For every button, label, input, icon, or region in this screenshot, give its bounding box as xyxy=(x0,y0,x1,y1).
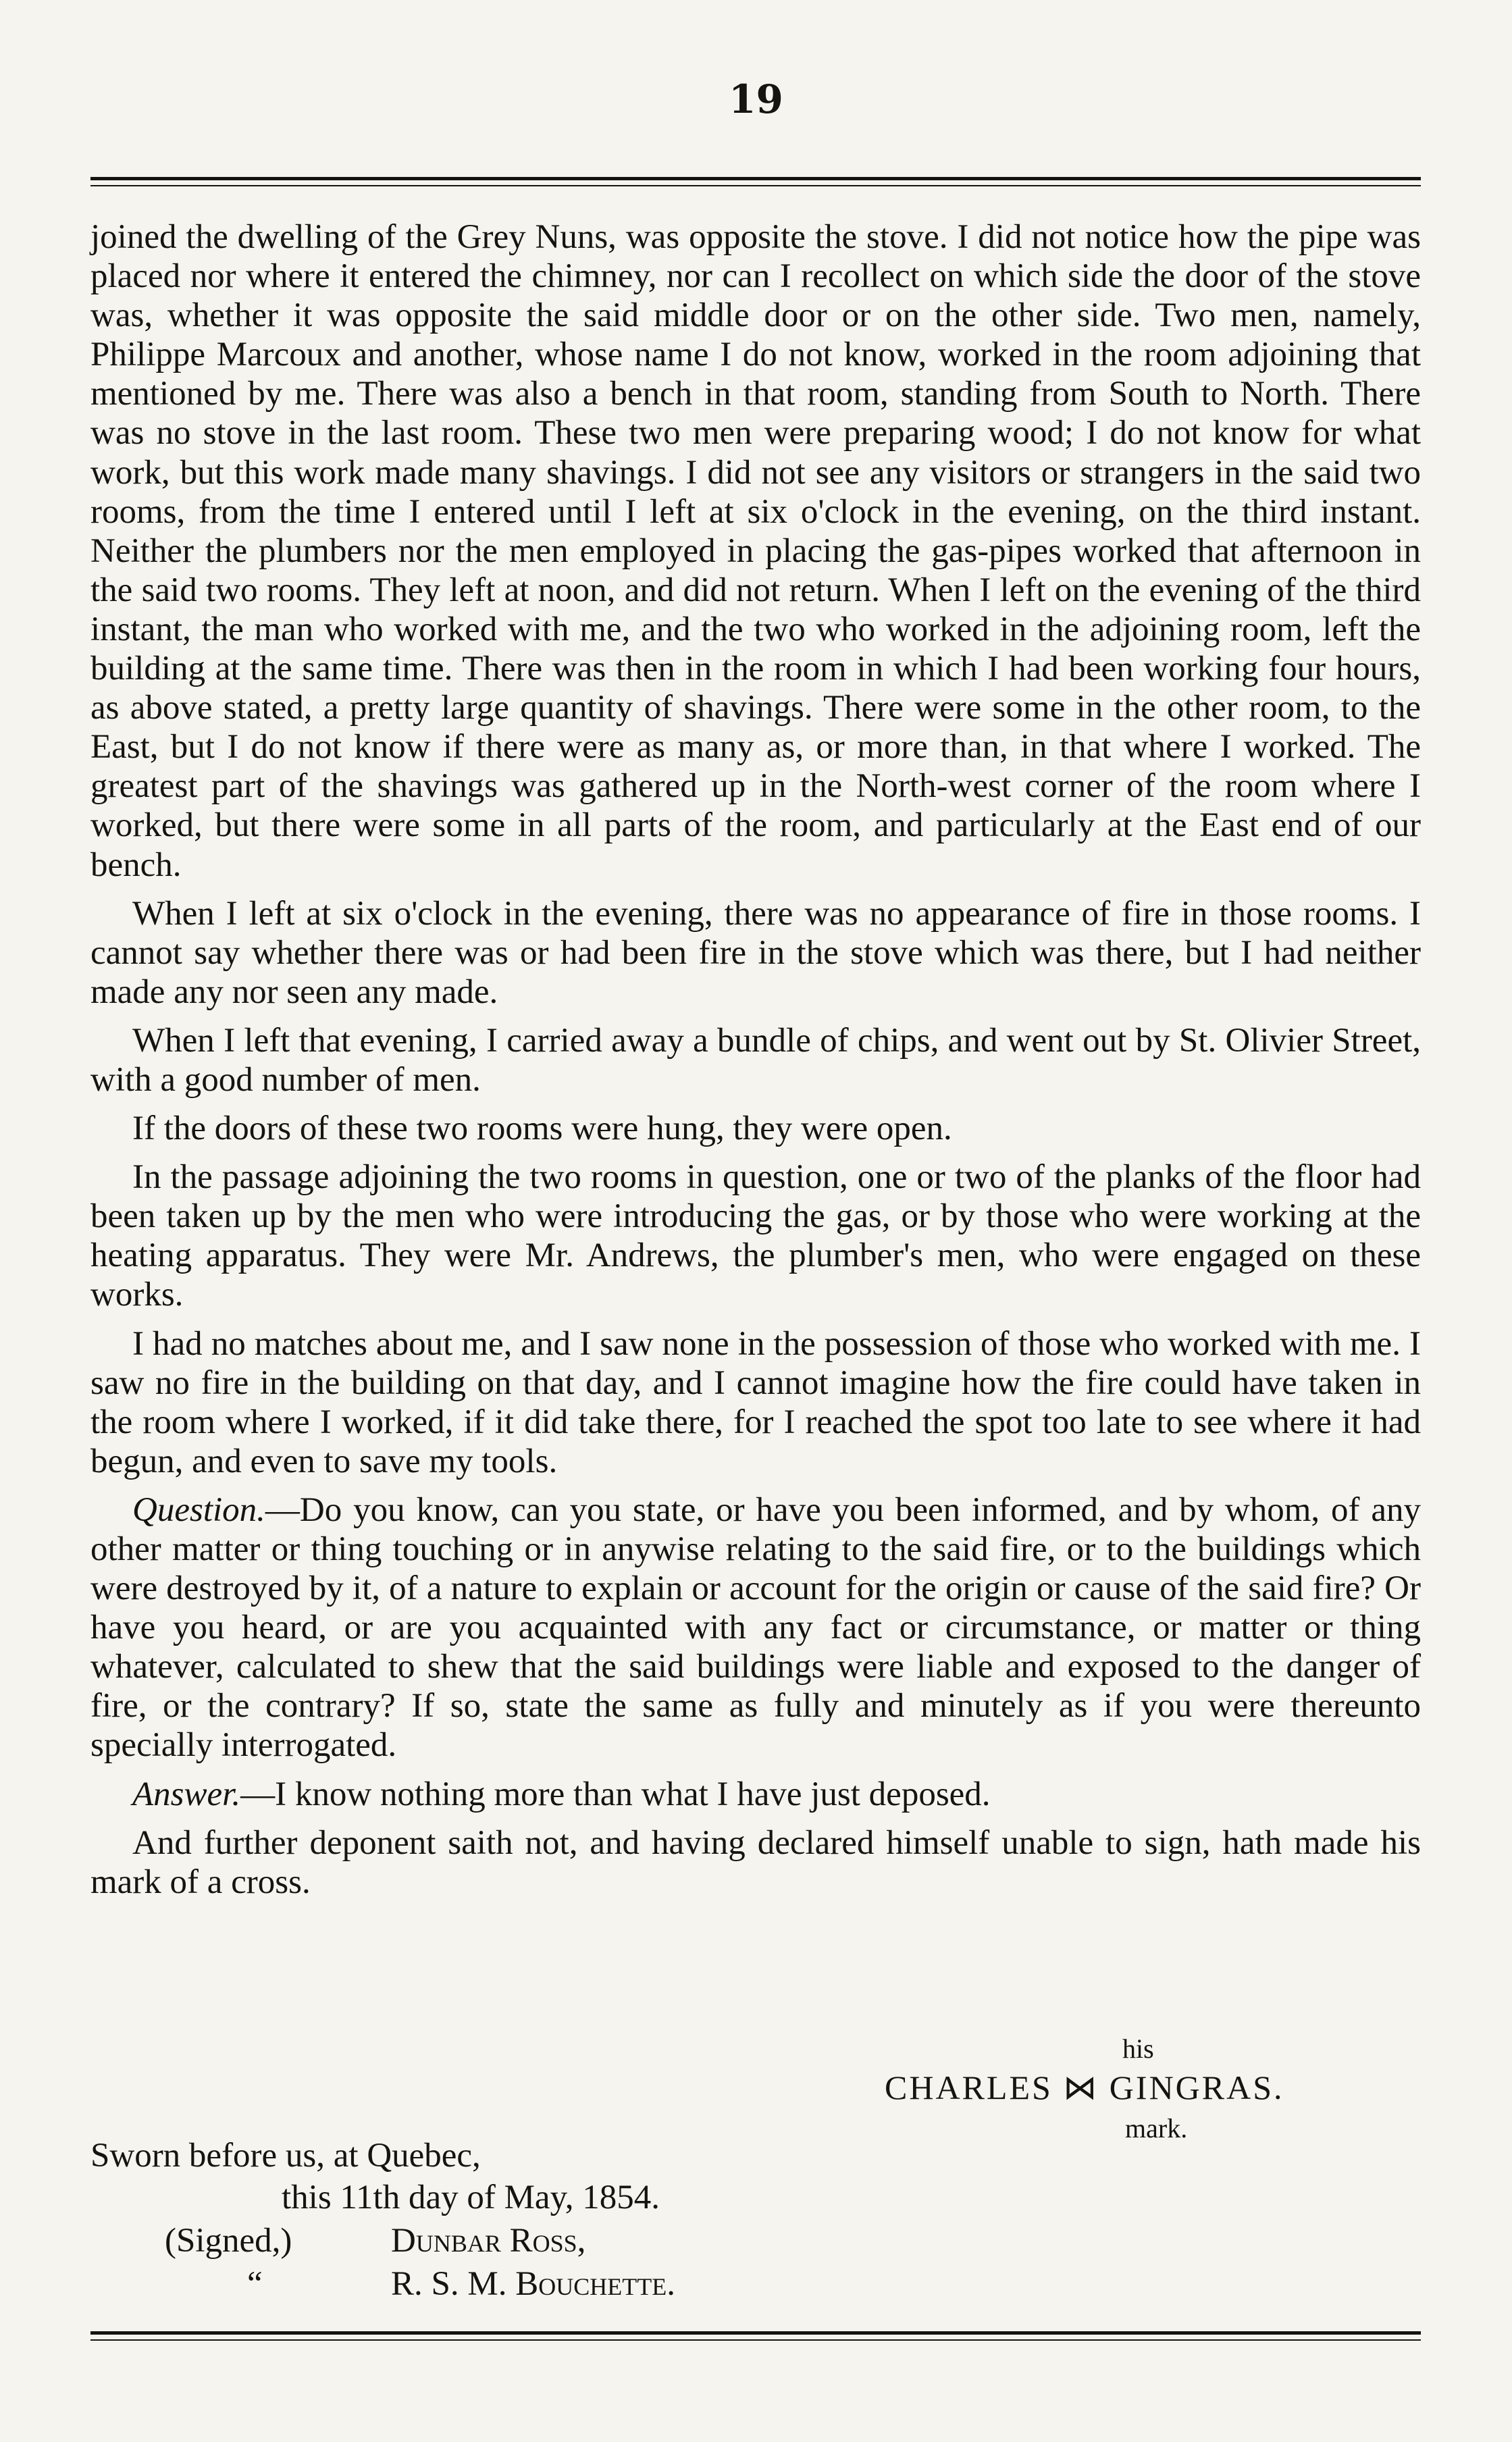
paragraph: When I left that evening, I carried away a bundle of chips, and went out by St. Olivier Street, with a good number of men. xyxy=(90,1021,1421,1099)
paragraph: When I left at six o'clock in the evening, there was no appearance of fire in those rooms. I cannot say whether there was or had been fire in the stove which was there, but I had neither made any nor seen any made. xyxy=(90,894,1421,1011)
deposition-body xyxy=(90,217,1421,1902)
paragraph: I had no matches about me, and I saw none in the possession of those who worked with me. I saw no fire in the building on that day, and I cannot imagine how the fire could have taken in the room where I worked, if it did take there, for I reached the spot too late to see where it had begun, and even to save my tools. xyxy=(90,1324,1421,1480)
answer-label: Answer. xyxy=(132,1775,241,1813)
question-label: Question. xyxy=(132,1490,265,1529)
signature-his: his xyxy=(1122,2033,1154,2064)
closing-paragraph: And further deponent saith not, and having declared himself unable to sign, hath made his mark of a cross. xyxy=(90,1823,1421,1901)
sworn-line-1: Sworn before us, at Quebec, xyxy=(90,2137,481,2175)
signature-mark: mark. xyxy=(1125,2113,1188,2144)
signature-name: CHARLES ⋈ GINGRAS. xyxy=(885,2069,1284,2106)
paragraph: joined the dwelling of the Grey Nuns, was opposite the stove. I did not notice how the pipe was placed nor where it entered the chimney, nor can I recollect on which side the door of the stove was, whether it was opposite the said middle door or on the other side. Two men, namely, Philippe Marcoux and another, whose name I do not know, worked in the room adjoining that mentioned by me. There was also a bench in that room, standing from South to North. There was no stove in the last room. These two men were preparing wood; I do not know for what work, but this work made many shavings. I did not see any visitors or strangers in the said two rooms, from the time I entered until I left at six o'clock in the evening, on the third instant. Neither the plumbers nor the men employed in placing the gas-pipes worked that afternoon in the said two rooms. They left at noon, and did not return. When I left on the evening of the third instant, the man who worked with me, and the two who worked in the adjoining room, left the building at the same time. There was then in the room in which I had been working four hours, as above stated, a pretty large quantity of shavings. There were some in the other room, to the East, but I do not know if there were as many as, or more than, in that where I worked. The greatest part of the shavings was gathered up in the North-west corner of the room where I worked, but there were some in all parts of the room, and particularly at the East end of our bench. xyxy=(90,218,1421,884)
paragraph: If the doors of these two rooms were hung, they were open. xyxy=(132,1110,952,1148)
official-1: Dunbar Ross, xyxy=(391,2222,586,2260)
signed-label: (Signed,) xyxy=(165,2222,292,2260)
official-2: R. S. M. Bouchette. xyxy=(391,2265,675,2303)
header-rule xyxy=(90,177,1421,186)
answer-text: —I know nothing more than what I have just deposed. xyxy=(240,1775,991,1813)
page-number: 19 xyxy=(729,76,783,122)
paragraph: In the passage adjoining the two rooms in question, one or two of the planks of the floor had been taken up by the men who were introducing the gas, or by those who were working at the heating apparatus. They were Mr. Andrews, the plumber's men, who were engaged on these works. xyxy=(90,1158,1421,1314)
ditto-mark: “ xyxy=(247,2265,263,2303)
sworn-line-2: this 11th day of May, 1854. xyxy=(282,2179,660,2216)
question-paragraph xyxy=(90,1490,1421,1765)
answer-paragraph xyxy=(90,1775,1421,1814)
question-text: —Do you know, can you state, or have you been informed, and by whom, of any other matter or thing touching or in anywise relating to the said fire, or to the buildings which were destroyed by it, of a nature to explain or account for the origin or cause of the said fire? Or have you heard, or are you acquainted with any fact or circumstance, or matter or thing whatever, calculated to shew that the said buildings were liable and exposed to the danger of fire, or the contrary? If so, state the same as fully and minutely as if you were thereunto specially interrogated. xyxy=(90,1490,1421,1765)
footer-rule xyxy=(90,2331,1421,2341)
